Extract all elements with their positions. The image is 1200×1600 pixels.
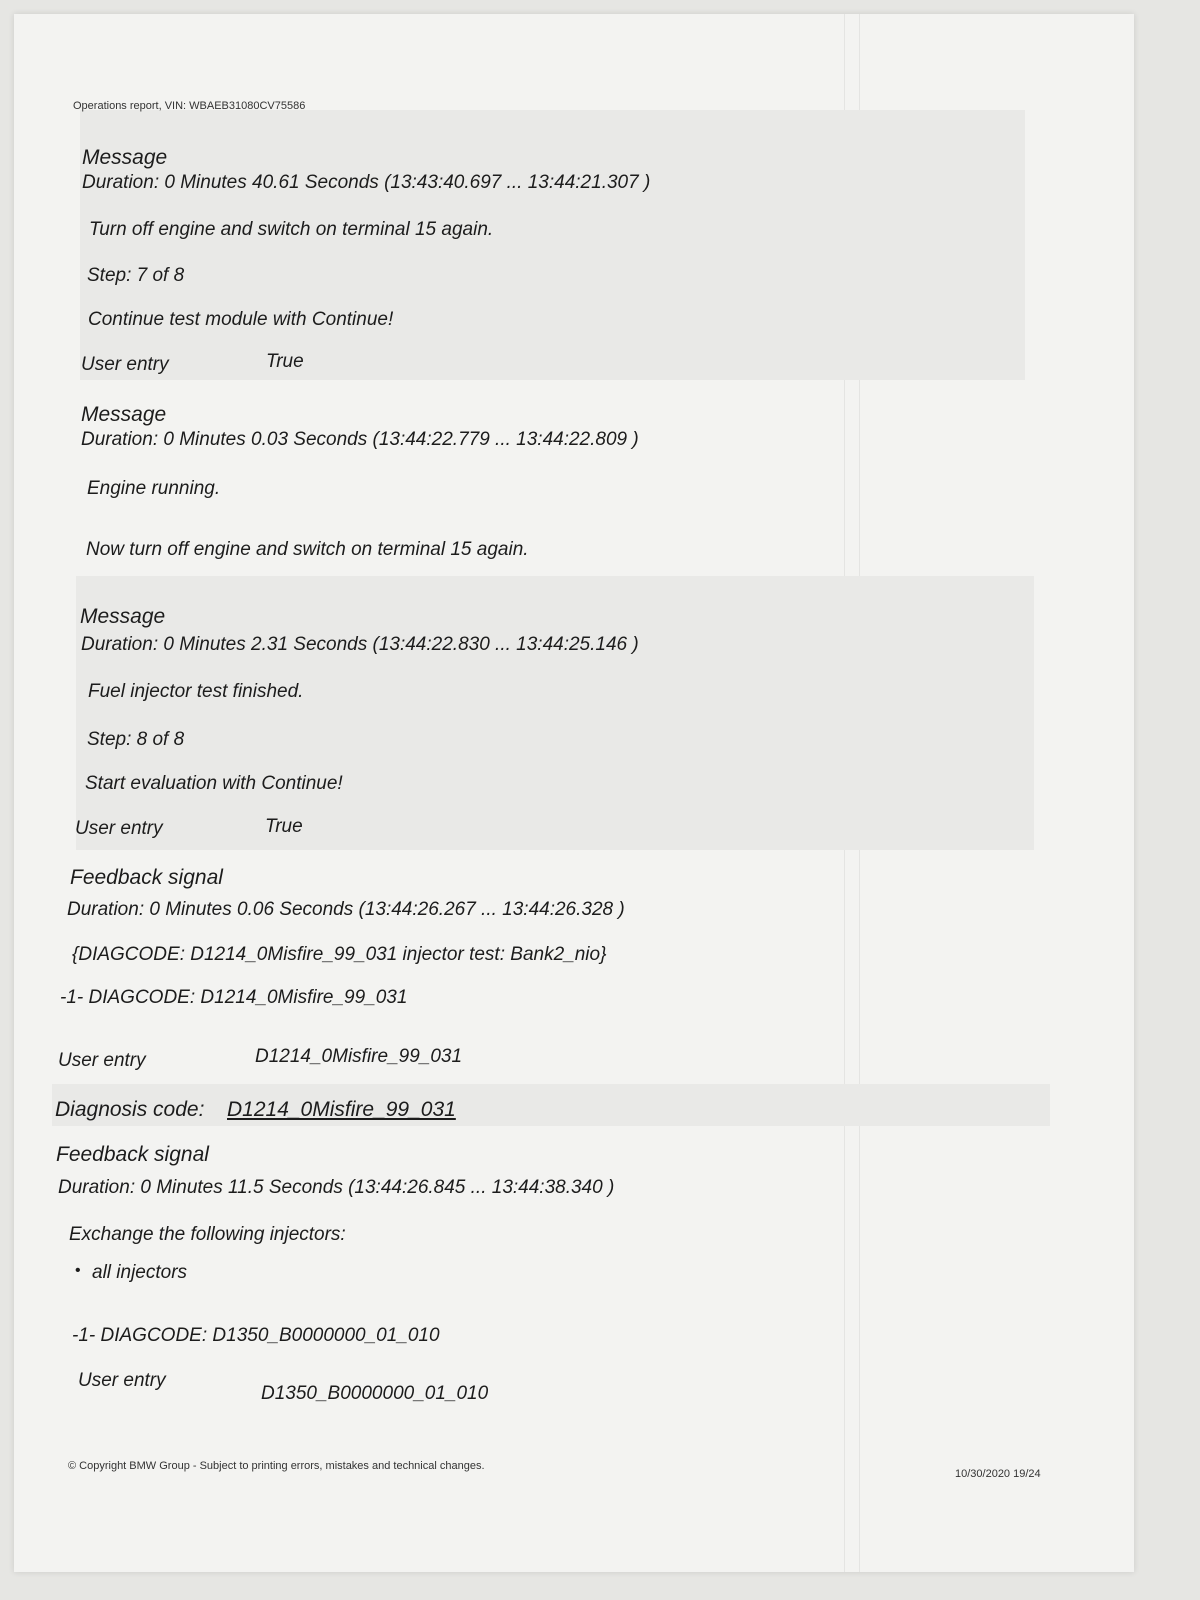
block-line: Now turn off engine and switch on terminal 15 again. (86, 539, 529, 560)
block-duration: Duration: 0 Minutes 40.61 Seconds (13:43:40.697 ... 13:44:21.307 ) (82, 172, 651, 193)
user-entry-value: D1350_B0000000_01_010 (261, 1383, 489, 1404)
user-entry-value: True (265, 816, 303, 837)
report-header: Operations report, VIN: WBAEB31080CV75586 (73, 100, 306, 112)
bullet-icon: • (75, 1262, 81, 1279)
block-line: Turn off engine and switch on terminal 15 again. (89, 219, 494, 240)
block-duration: Duration: 0 Minutes 0.06 Seconds (13:44:26.267 ... 13:44:26.328 ) (67, 899, 625, 920)
diagnosis-code-link[interactable]: D1214_0Misfire_99_031 (227, 1098, 456, 1121)
block-duration: Duration: 0 Minutes 0.03 Seconds (13:44:22.779 ... 13:44:22.809 ) (81, 429, 639, 450)
block-line: -1- DIAGCODE: D1350_B0000000_01_010 (72, 1325, 440, 1346)
user-entry-label: User entry (78, 1370, 166, 1391)
block-duration: Duration: 0 Minutes 11.5 Seconds (13:44:26.845 ... 13:44:38.340 ) (58, 1177, 615, 1198)
block-line: Fuel injector test finished. (88, 681, 304, 702)
user-entry-label: User entry (81, 354, 169, 375)
user-entry-value: True (266, 351, 304, 372)
block-line: {DIAGCODE: D1214_0Misfire_99_031 injector test: Bank2_nio} (72, 944, 607, 965)
block-line: Start evaluation with Continue! (85, 773, 343, 794)
footer-copyright: © Copyright BMW Group - Subject to printing errors, mistakes and technical changes. (68, 1460, 485, 1472)
block-title: Message (80, 605, 166, 628)
user-entry-value: D1214_0Misfire_99_031 (255, 1046, 463, 1067)
block-title: Message (82, 146, 168, 169)
user-entry-label: User entry (75, 818, 163, 839)
block-line: Continue test module with Continue! (88, 309, 394, 330)
diagnosis-code-label: Diagnosis code: (55, 1098, 205, 1121)
block-shading (80, 110, 1025, 380)
block-duration: Duration: 0 Minutes 2.31 Seconds (13:44:22.830 ... 13:44:25.146 ) (81, 634, 639, 655)
block-line: -1- DIAGCODE: D1214_0Misfire_99_031 (60, 987, 408, 1008)
footer-date-page: 10/30/2020 19/24 (955, 1468, 1041, 1480)
block-title: Feedback signal (56, 1143, 209, 1166)
block-line: Exchange the following injectors: (69, 1224, 346, 1245)
block-title: Feedback signal (70, 866, 223, 889)
block-line: Step: 7 of 8 (87, 265, 185, 286)
user-entry-label: User entry (58, 1050, 146, 1071)
block-line: Step: 8 of 8 (87, 729, 185, 750)
block-line: Engine running. (87, 478, 221, 499)
block-title: Message (81, 403, 167, 426)
block-shading (76, 576, 1034, 850)
list-item: all injectors (92, 1262, 188, 1283)
